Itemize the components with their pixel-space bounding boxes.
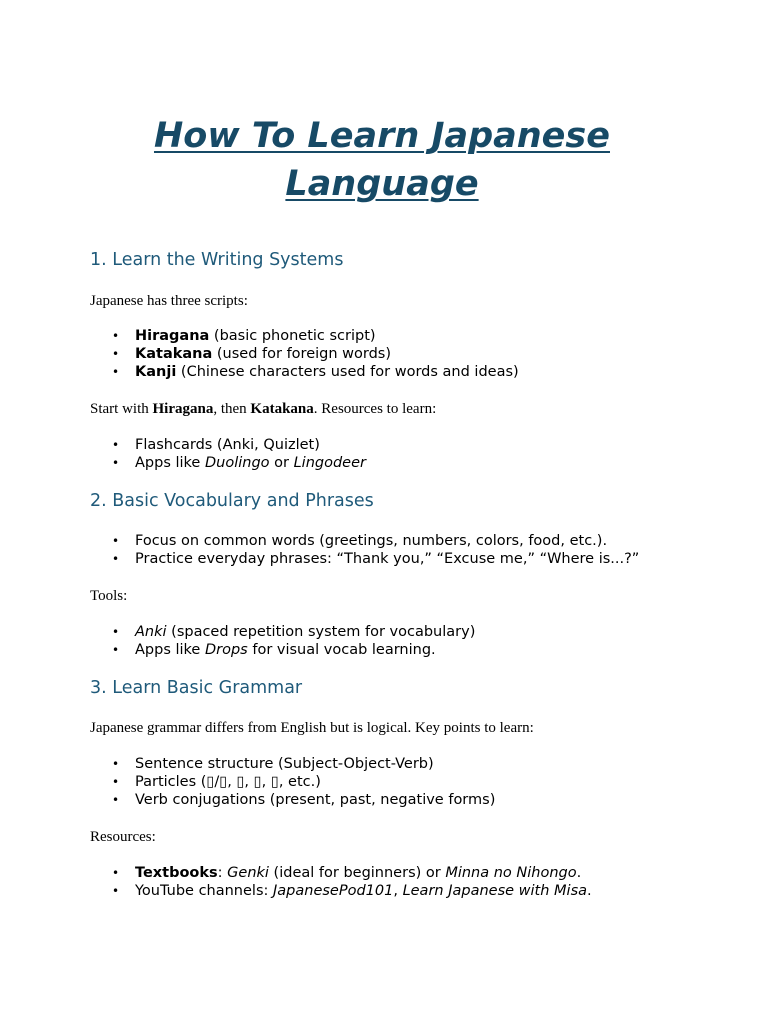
app-duolingo: Duolingo xyxy=(204,455,270,472)
scripts-intro: Japanese has three scripts: xyxy=(90,293,248,309)
tool2-suffix: for visual vocab learning. xyxy=(247,642,436,659)
script-name: Katakana xyxy=(135,346,213,363)
start-prefix: Start with xyxy=(90,401,153,417)
channel-japanesepod101: JapanesePod101 xyxy=(273,883,394,900)
tools-list xyxy=(90,623,475,659)
start-with-paragraph xyxy=(90,400,436,418)
bullet: • xyxy=(112,534,120,548)
tool2-prefix: Apps like xyxy=(135,642,205,659)
writing-resources-list xyxy=(90,436,366,472)
bullet: • xyxy=(112,438,120,452)
grammar-item-text: Verb conjugations (present, past, negative forms) xyxy=(135,792,496,809)
title-line-2: Language xyxy=(285,164,479,204)
list-item xyxy=(90,454,366,472)
section-heading-grammar: 3. Learn Basic Grammar xyxy=(90,678,303,698)
bullet: • xyxy=(112,347,120,362)
bullet: • xyxy=(112,793,120,808)
bullet: • xyxy=(112,866,120,880)
title-line-1: How To Learn Japanese xyxy=(153,116,610,156)
grammar-item-text: Sentence structure (Subject-Object-Verb) xyxy=(135,756,434,772)
youtube-prefix: YouTube channels: xyxy=(135,883,273,900)
textbooks-label: Textbooks xyxy=(135,865,218,881)
list-item xyxy=(90,755,495,773)
grammar-intro: Japanese grammar differs from English but is logical. Key points to learn: xyxy=(90,720,534,736)
bullet: • xyxy=(112,456,120,471)
page-title xyxy=(90,112,674,208)
vocab-item-text: Practice everyday phrases: “Thank you,” “Excuse me,” “Where is...?” xyxy=(135,551,640,568)
list-item xyxy=(90,773,495,791)
list-item xyxy=(90,882,592,900)
book1-note: (ideal for beginners) or xyxy=(268,865,446,881)
start-first: Hiragana xyxy=(152,401,214,417)
scripts-list xyxy=(90,327,519,382)
book-genki: Genki xyxy=(227,865,269,881)
start-second: Katakana xyxy=(250,401,314,417)
start-mid: , then xyxy=(213,401,251,417)
vocab-item-text: Focus on common words (greetings, numbers, colors, food, etc.). xyxy=(135,533,608,549)
script-name: Kanji xyxy=(135,364,177,381)
book2-end: . xyxy=(576,865,582,881)
bullet: • xyxy=(112,552,120,567)
start-suffix: . Resources to learn: xyxy=(313,401,437,417)
grammar-resources-list xyxy=(90,864,592,900)
vocabulary-list xyxy=(90,532,639,568)
script-desc: (Chinese characters used for words and ideas) xyxy=(176,364,519,381)
script-name: Hiragana xyxy=(135,328,210,344)
list-item xyxy=(90,532,639,550)
channel-end: . xyxy=(587,883,592,900)
app-lingodeer: Lingodeer xyxy=(293,455,366,472)
grammar-list xyxy=(90,755,495,810)
bullet: • xyxy=(112,329,120,343)
list-item xyxy=(90,864,592,882)
grammar-item-text: Particles (▯/▯, ▯, ▯, ▯, etc.) xyxy=(135,774,321,791)
list-item xyxy=(90,345,519,363)
bullet: • xyxy=(112,365,120,380)
channel-separator: , xyxy=(393,883,403,900)
channel-learn-japanese-with-misa: Learn Japanese with Misa xyxy=(402,883,588,900)
list-item xyxy=(90,623,475,641)
tool-anki: Anki xyxy=(135,624,167,640)
list-item xyxy=(90,791,495,809)
list-item xyxy=(90,363,519,381)
section-heading-vocabulary: 2. Basic Vocabulary and Phrases xyxy=(90,491,374,511)
list-item xyxy=(90,550,639,568)
tool-drops: Drops xyxy=(204,642,248,659)
bullet: • xyxy=(112,643,120,658)
list-item xyxy=(90,641,475,659)
apps-prefix: Apps like xyxy=(135,455,205,472)
tool-anki-desc: (spaced repetition system for vocabulary) xyxy=(166,624,476,640)
bullet: • xyxy=(112,775,120,790)
bullet: • xyxy=(112,884,120,899)
resources-label: Resources: xyxy=(90,829,156,845)
apps-mid: or xyxy=(269,455,294,472)
list-item xyxy=(90,327,519,345)
textbooks-colon: : xyxy=(217,865,228,881)
script-desc: (basic phonetic script) xyxy=(209,328,376,344)
section-heading-writing-systems: 1. Learn the Writing Systems xyxy=(90,250,344,270)
tools-label: Tools: xyxy=(90,588,128,604)
bullet: • xyxy=(112,757,120,771)
bullet: • xyxy=(112,625,120,639)
script-desc: (used for foreign words) xyxy=(212,346,391,363)
resource-flashcards: Flashcards (Anki, Quizlet) xyxy=(135,437,320,453)
book-minna-no-nihongo: Minna no Nihongo xyxy=(445,865,577,881)
list-item xyxy=(90,436,366,454)
